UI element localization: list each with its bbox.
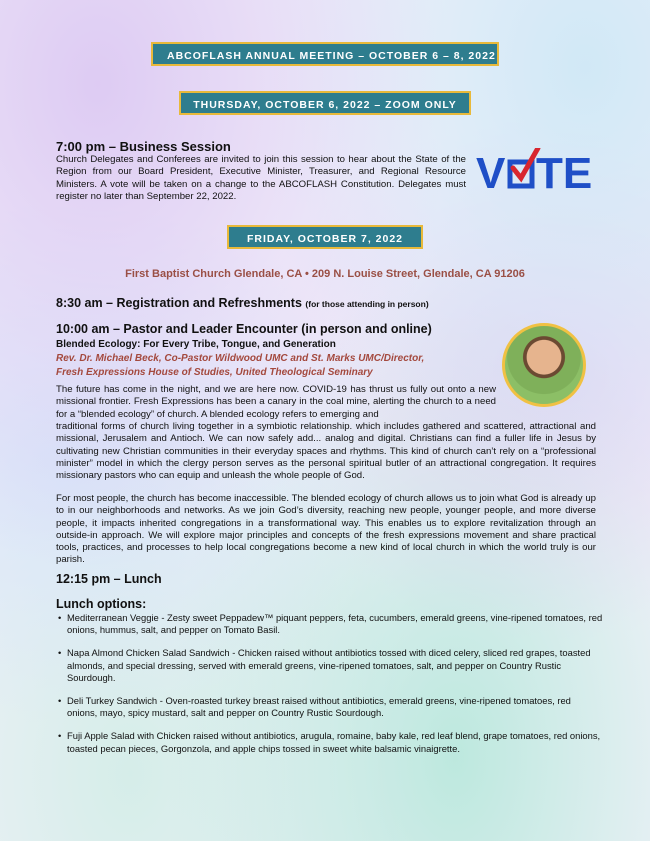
business-session-text: Church Delegates and Conferees are invited to join this session to hear about the State of the Region from our Board President, Executive Minister, Treasurer, and Regional Resource Ministers. A vote will be taken on a change to the ABCOFLASH Constitution. Delegates must register no later than September 22, 2022. [56,154,466,202]
business-session-heading: 7:00 pm – Business Session [56,139,231,154]
encounter-heading: 10:00 am – Pastor and Leader Encounter (in person and online) [56,322,432,336]
registration-note: (for those attending in person) [305,299,429,309]
svg-text:TE: TE [536,149,593,192]
venue-address: First Baptist Church Glendale, CA • 209 N. Louise Street, Glendale, CA 91206 [125,268,525,280]
speaker-line-1: Rev. Dr. Michael Beck, Co-Pastor Wildwood UMC and St. Marks UMC/Director, [56,353,425,364]
list-item: • Deli Turkey Sandwich - Oven-roasted turkey breast raised without antibiotics, emerald greens, vine-ripened tomatoes, red onions, mayo, spicy mustard, salt and pepper on Country Rustic Sourdough. [58,695,603,719]
vote-logo [476,148,594,192]
encounter-paragraph-2: For most people, the church has become inaccessible. The blended ecology of church allows us to join what God is already up to in our neighborhoods and networks. As we join God’s diversity, reaching new people, younger people, and more diverse people, it impacts inherited congregations in a transformational way. This enables us to explore revitalization through an outside-in approach. We will explore major principles and concepts of the fresh expressions movement and share practical tools, practices, and processes to help local congregations become a new kind of local church in which the world truly is our parish. [56,493,596,566]
lunch-heading: 12:15 pm – Lunch [56,572,162,586]
list-item: • Napa Almond Chicken Salad Sandwich - Chicken raised without antibiotics tossed with diced celery, sliced red grapes, toasted almonds, and special dressing, served with emerald greens, vine-ripened tomatoes, salt, and pepper on Country Rustic Sourdough. [58,647,603,684]
lunch-options-list [58,612,603,766]
list-item: • Mediterranean Veggie - Zesty sweet Peppadew™ piquant peppers, feta, cucumbers, emerald greens, vine-ripened tomatoes, red onions, hummus, salt, and pepper on Tomato Basil. [58,612,603,636]
speaker-photo [502,323,586,407]
encounter-subtitle: Blended Ecology: For Every Tribe, Tongue, and Generation [56,339,336,350]
list-item: • Fuji Apple Salad with Chicken raised without antibiotics, arugula, romaine, baby kale, red leaf blend, grape tomatoes, red onions, toasted pecan pieces, Gorgonzola, and apple chips tossed in sweet white balsamic vinaigrette. [58,730,603,754]
encounter-paragraph-1a: The future has come in the night, and we are here now. COVID-19 has thrust us fully out onto a new missional frontier. Fresh Expressions has been a canary in the coal mine, alerting the church to a need for a “blended ecology” of church. A blended ecology refers to emerging and [56,384,496,420]
encounter-paragraph-1b: traditional forms of church living together in a symbiotic relationship. which includes gathered and scattered, attractional and missional, Jerusalem and Antioch. We can now safely add... analog and digital. Christians can find a fuller life in Jesus by cultivating new Christian communities in their everyday spaces and rhythms. This kind of church can’t rely on a “professional minister” model in which the clergy person serves as the personal spiritual butler of an attractional congregation. It requires missionary pastors who can equip and unleash the whole people of God. [56,421,596,482]
vote-logo-text: V [476,149,506,192]
lunch-options-heading: Lunch options: [56,597,147,611]
meeting-banner: ABCOFLASH ANNUAL MEETING – OCTOBER 6 – 8, 2022 [151,42,499,66]
speaker-line-2: Fresh Expressions House of Studies, United Theological Seminary [56,367,373,378]
thursday-banner: THURSDAY, OCTOBER 6, 2022 – ZOOM ONLY [179,91,471,115]
friday-banner: FRIDAY, OCTOBER 7, 2022 [227,225,423,249]
registration-heading-text: 8:30 am – Registration and Refreshments [56,296,302,310]
registration-heading [56,296,429,310]
